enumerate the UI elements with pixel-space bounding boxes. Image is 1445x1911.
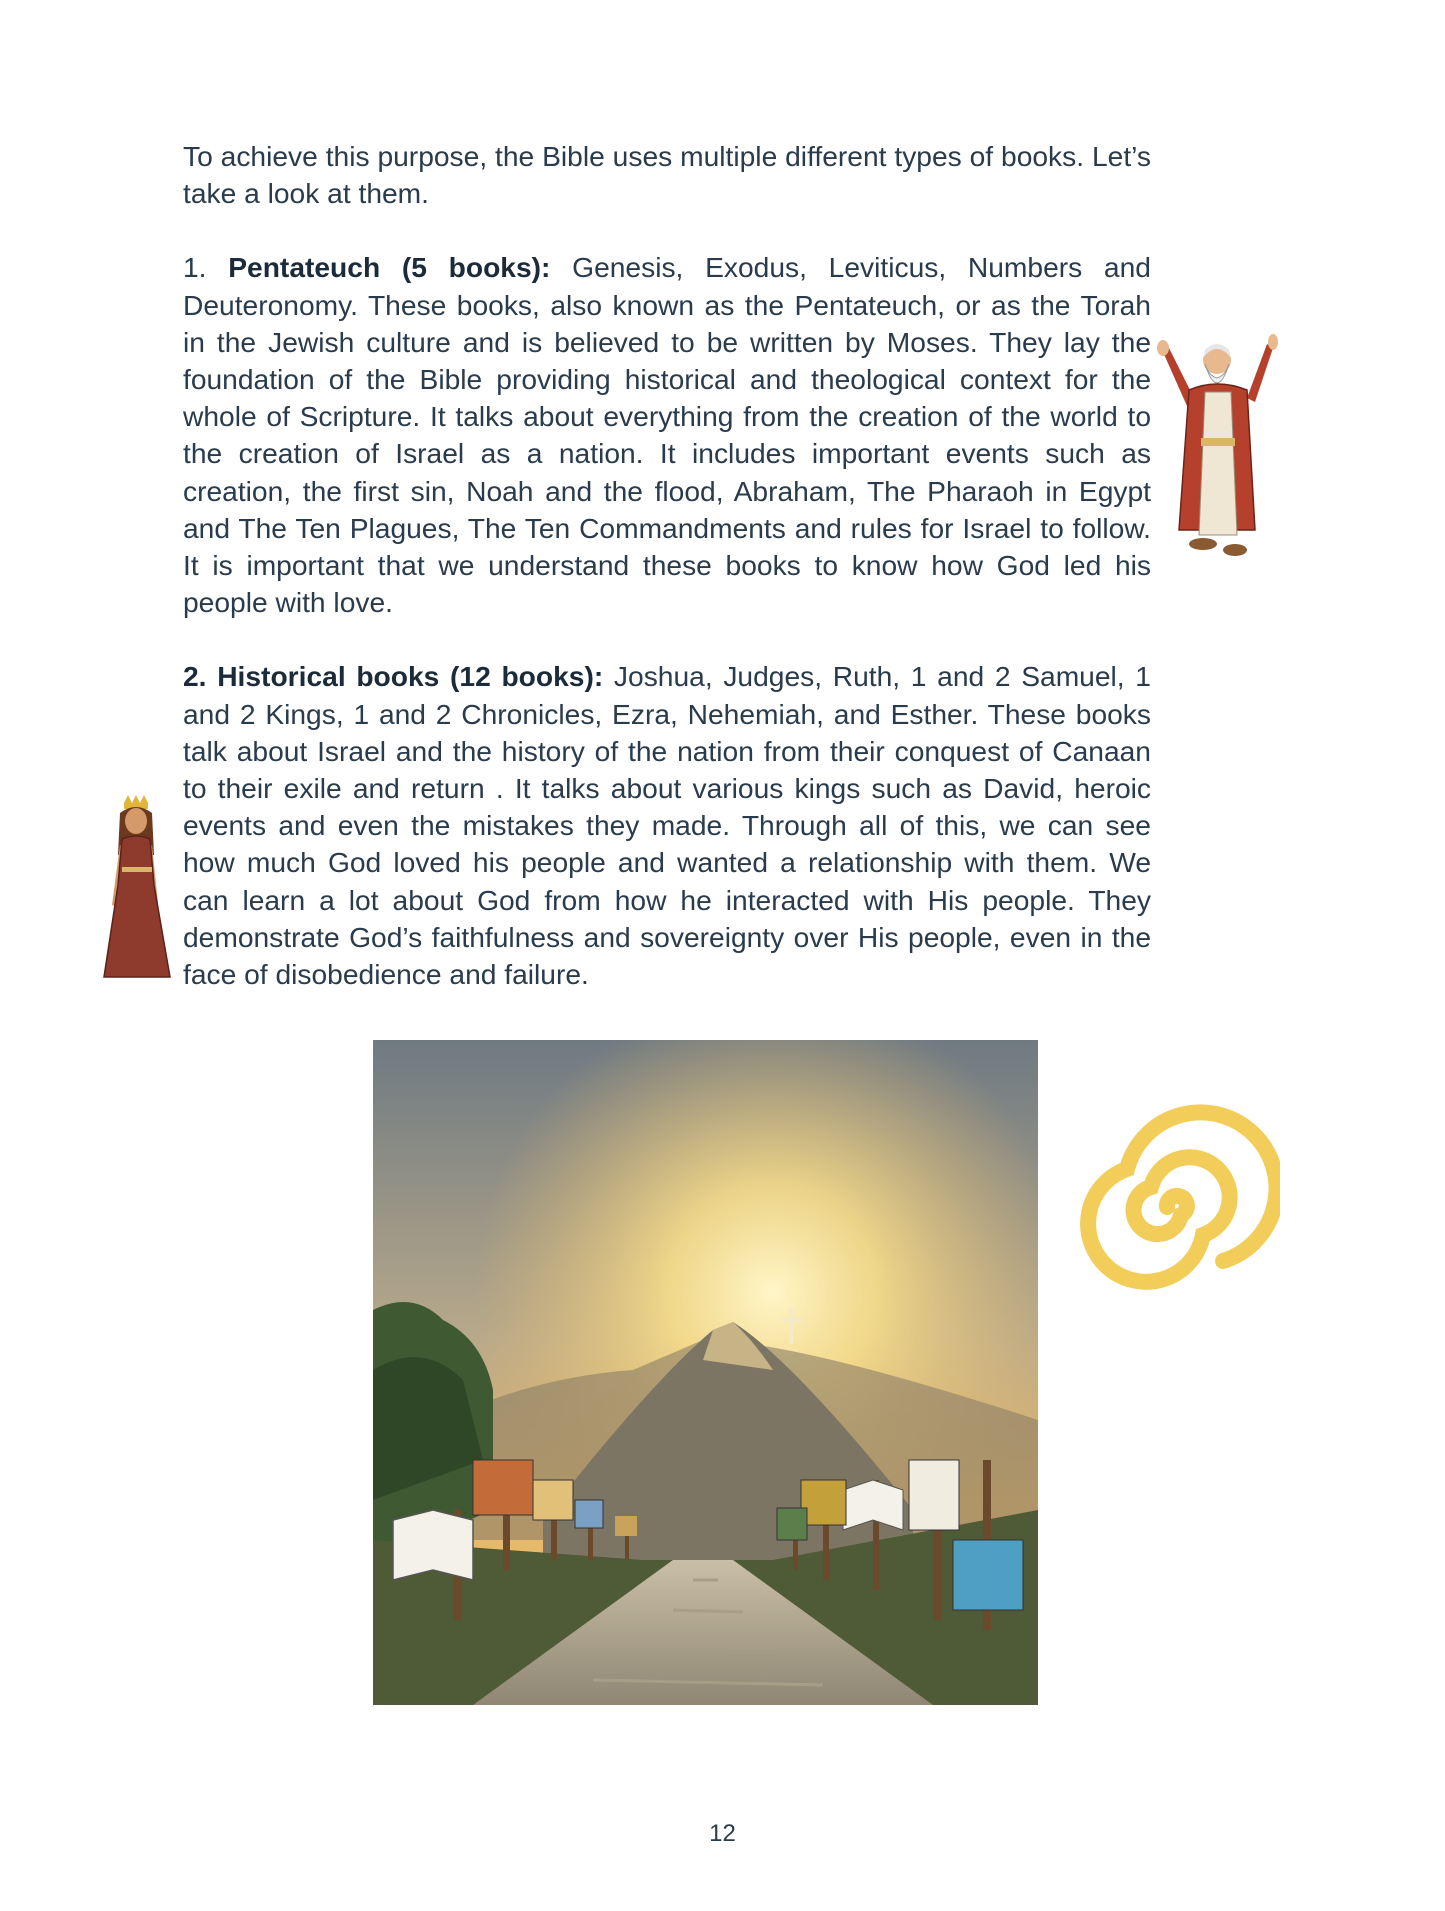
- pentateuch-heading: Pentateuch (5 books):: [228, 251, 551, 284]
- pentateuch-number: 1.: [183, 251, 207, 284]
- path-to-cross-illustration: [373, 1040, 1038, 1705]
- page-number: 12: [709, 1820, 736, 1847]
- historical-heading: 2. Historical books (12 books):: [183, 660, 604, 693]
- intro-paragraph: To achieve this purpose, the Bible uses multiple different types of books. Let’s take a look at them.: [183, 140, 1151, 210]
- pentateuch-paragraph: [183, 249, 1151, 621]
- spiral-doodle: [1055, 1095, 1280, 1320]
- queen-illustration: [98, 795, 176, 985]
- historical-body: Joshua, Judges, Ruth, 1 and 2 Samuel, 1 and 2 Kings, 1 and 2 Chronicles, Ezra, Nehemiah, and Esther. These books talk about Israel and the history of the nation from their conquest of Canaan to their exile and return . It talks about various kings such as David, heroic events and even the mistakes they made. Through all of this, we can see how much God loved his people and wanted a relationship with them. We can learn a lot about God from how he interacted with His people. They demonstrate God’s faithfulness and sovereignty over His people, even in the face of disobedience and failure.: [183, 660, 1151, 991]
- pentateuch-body: Genesis, Exodus, Leviticus, Numbers and Deuteronomy. These books, also known as the Pentateuch, or as the Torah in the Jewish culture and is believed to be written by Moses. They lay the foundation of the Bible providing historical and theological context for the whole of Scripture. It talks about everything from the creation of the world to the creation of Israel as a nation. It includes important events such as creation, the first sin, Noah and the flood, Abraham, The Pharaoh in Egypt and The Ten Plagues, The Ten Commandments and rules for Israel to follow. It is important that we understand these books to know how God led his people with love.: [183, 251, 1151, 619]
- text-column: [183, 138, 1151, 993]
- moses-illustration: [1155, 330, 1280, 570]
- historical-paragraph: [183, 658, 1151, 993]
